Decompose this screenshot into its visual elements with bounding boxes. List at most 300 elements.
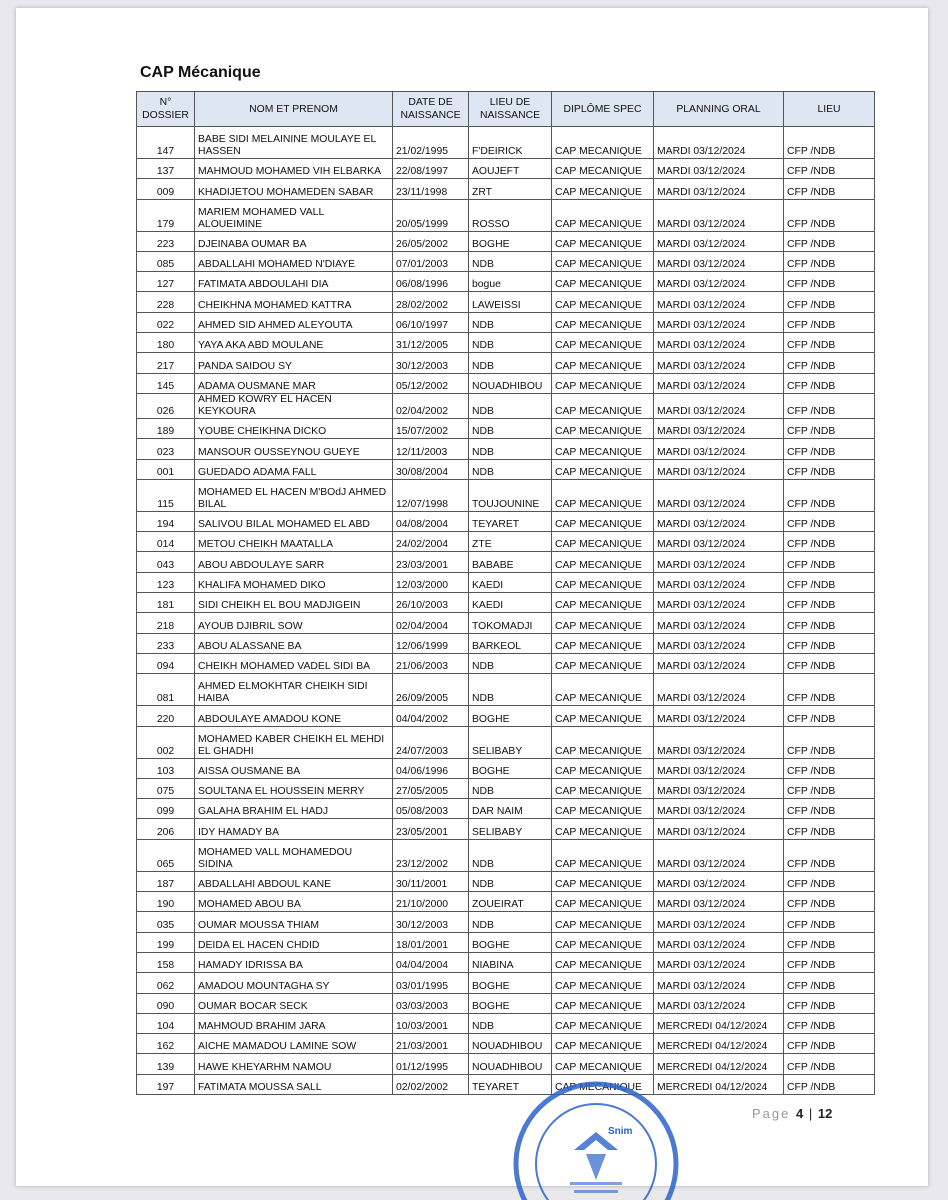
cell-diploma: CAP MECANIQUE	[552, 511, 654, 531]
cell-location: CFP /NDB	[784, 511, 875, 531]
cell-full-name: HAMADY IDRISSA BA	[195, 952, 393, 972]
table-row	[137, 127, 875, 159]
cell-diploma: CAP MECANIQUE	[552, 373, 654, 393]
cell-birth-date: 24/02/2004	[393, 532, 469, 552]
cell-dossier-number: 127	[137, 272, 195, 292]
cell-dossier-number: 103	[137, 758, 195, 778]
cell-full-name: MOHAMED EL HACEN M'BOdJ AHMED BILAL	[195, 479, 393, 511]
cell-birth-date: 30/12/2003	[393, 912, 469, 932]
cell-birth-place: NDB	[469, 1013, 552, 1033]
cell-oral-planning: MERCREDI 04/12/2024	[654, 1034, 784, 1054]
cell-dossier-number: 189	[137, 418, 195, 438]
cell-location: CFP /NDB	[784, 418, 875, 438]
cell-oral-planning: MARDI 03/12/2024	[654, 839, 784, 871]
header-oral-planning: PLANNING ORAL	[654, 92, 784, 127]
cell-birth-date: 21/03/2001	[393, 1034, 469, 1054]
cell-diploma: CAP MECANIQUE	[552, 1034, 654, 1054]
cell-birth-place: NDB	[469, 459, 552, 479]
table-row	[137, 1074, 875, 1094]
cell-birth-place: ROSSO	[469, 199, 552, 231]
cell-full-name: SIDI CHEIKH EL BOU MADJIGEIN	[195, 593, 393, 613]
cell-location: CFP /NDB	[784, 199, 875, 231]
cell-oral-planning: MARDI 03/12/2024	[654, 418, 784, 438]
cell-oral-planning: MARDI 03/12/2024	[654, 179, 784, 199]
cell-full-name: AYOUB DJIBRIL SOW	[195, 613, 393, 633]
cell-birth-place: TEYARET	[469, 511, 552, 531]
cell-dossier-number: 218	[137, 613, 195, 633]
cell-oral-planning: MARDI 03/12/2024	[654, 251, 784, 271]
cell-birth-place: NDB	[469, 912, 552, 932]
cell-full-name: IDY HAMADY BA	[195, 819, 393, 839]
cell-diploma: CAP MECANIQUE	[552, 912, 654, 932]
table-row	[137, 459, 875, 479]
cell-diploma: CAP MECANIQUE	[552, 1074, 654, 1094]
cell-diploma: CAP MECANIQUE	[552, 952, 654, 972]
cell-diploma: CAP MECANIQUE	[552, 572, 654, 592]
cell-diploma: CAP MECANIQUE	[552, 393, 654, 418]
cell-full-name: FATIMATA ABDOULAHI DIA	[195, 272, 393, 292]
cell-oral-planning: MARDI 03/12/2024	[654, 393, 784, 418]
cell-location: CFP /NDB	[784, 393, 875, 418]
cell-birth-place: KAEDI	[469, 572, 552, 592]
cell-birth-place: BOGHE	[469, 231, 552, 251]
cell-location: CFP /NDB	[784, 159, 875, 179]
cell-birth-date: 26/09/2005	[393, 674, 469, 706]
cell-full-name: AHMED KOWRY EL HACEN KEYKOURA	[195, 393, 393, 418]
header-full-name: NOM ET PRENOM	[195, 92, 393, 127]
cell-oral-planning: MARDI 03/12/2024	[654, 532, 784, 552]
page-current: 4	[796, 1106, 804, 1121]
cell-location: CFP /NDB	[784, 292, 875, 312]
cell-location: CFP /NDB	[784, 333, 875, 353]
cell-full-name: GALAHA BRAHIM EL HADJ	[195, 799, 393, 819]
cell-full-name: ABDALLAHI ABDOUL KANE	[195, 871, 393, 891]
cell-birth-date: 15/07/2002	[393, 418, 469, 438]
cell-birth-date: 30/08/2004	[393, 459, 469, 479]
cell-birth-date: 21/10/2000	[393, 892, 469, 912]
table-header-row	[137, 92, 875, 127]
page-separator: |	[808, 1106, 813, 1121]
cell-location: CFP /NDB	[784, 799, 875, 819]
document-page	[16, 8, 928, 1186]
cell-birth-place: NDB	[469, 653, 552, 673]
cell-oral-planning: MARDI 03/12/2024	[654, 439, 784, 459]
cell-dossier-number: 002	[137, 726, 195, 758]
cell-dossier-number: 026	[137, 393, 195, 418]
cell-birth-place: NOUADHIBOU	[469, 1054, 552, 1074]
cell-location: CFP /NDB	[784, 952, 875, 972]
cell-diploma: CAP MECANIQUE	[552, 251, 654, 271]
cell-location: CFP /NDB	[784, 1074, 875, 1094]
cell-birth-place: TEYARET	[469, 1074, 552, 1094]
cell-location: CFP /NDB	[784, 1034, 875, 1054]
cell-birth-date: 22/08/1997	[393, 159, 469, 179]
cell-full-name: SOULTANA EL HOUSSEIN MERRY	[195, 778, 393, 798]
cell-full-name: MOHAMED VALL MOHAMEDOU SIDINA	[195, 839, 393, 871]
table-row	[137, 1013, 875, 1033]
cell-oral-planning: MERCREDI 04/12/2024	[654, 1013, 784, 1033]
cell-full-name: PANDA SAIDOU SY	[195, 353, 393, 373]
cell-diploma: CAP MECANIQUE	[552, 127, 654, 159]
cell-full-name: HAWE KHEYARHM NAMOU	[195, 1054, 393, 1074]
table-row	[137, 819, 875, 839]
cell-oral-planning: MARDI 03/12/2024	[654, 312, 784, 332]
cell-diploma: CAP MECANIQUE	[552, 799, 654, 819]
header-diploma: DIPLÔME SPEC	[552, 92, 654, 127]
cell-birth-date: 18/01/2001	[393, 932, 469, 952]
cell-oral-planning: MARDI 03/12/2024	[654, 674, 784, 706]
cell-dossier-number: 099	[137, 799, 195, 819]
cell-dossier-number: 180	[137, 333, 195, 353]
cell-location: CFP /NDB	[784, 593, 875, 613]
cell-diploma: CAP MECANIQUE	[552, 674, 654, 706]
cell-birth-date: 27/05/2005	[393, 778, 469, 798]
cell-dossier-number: 233	[137, 633, 195, 653]
cell-birth-place: BOGHE	[469, 758, 552, 778]
table-row	[137, 1054, 875, 1074]
cell-dossier-number: 139	[137, 1054, 195, 1074]
cell-location: CFP /NDB	[784, 231, 875, 251]
cell-birth-date: 02/04/2004	[393, 613, 469, 633]
cell-birth-place: BOGHE	[469, 993, 552, 1013]
cell-full-name: MAHMOUD MOHAMED VIH ELBARKA	[195, 159, 393, 179]
cell-birth-place: NOUADHIBOU	[469, 373, 552, 393]
cell-dossier-number: 043	[137, 552, 195, 572]
cell-birth-place: TOKOMADJI	[469, 613, 552, 633]
cell-dossier-number: 162	[137, 1034, 195, 1054]
cell-birth-date: 04/08/2004	[393, 511, 469, 531]
table-row	[137, 179, 875, 199]
page-number	[752, 1106, 832, 1121]
cell-full-name: BABE SIDI MELAININE MOULAYE EL HASSEN	[195, 127, 393, 159]
cell-full-name: DJEINABA OUMAR BA	[195, 231, 393, 251]
cell-birth-place: NDB	[469, 333, 552, 353]
cell-oral-planning: MARDI 03/12/2024	[654, 778, 784, 798]
candidates-table	[136, 91, 875, 1095]
cell-diploma: CAP MECANIQUE	[552, 333, 654, 353]
cell-diploma: CAP MECANIQUE	[552, 778, 654, 798]
cell-full-name: CHEIKHNA MOHAMED KATTRA	[195, 292, 393, 312]
cell-oral-planning: MARDI 03/12/2024	[654, 572, 784, 592]
cell-oral-planning: MARDI 03/12/2024	[654, 706, 784, 726]
cell-diploma: CAP MECANIQUE	[552, 892, 654, 912]
cell-location: CFP /NDB	[784, 439, 875, 459]
cell-birth-date: 07/01/2003	[393, 251, 469, 271]
table-row	[137, 511, 875, 531]
table-row	[137, 839, 875, 871]
cell-diploma: CAP MECANIQUE	[552, 552, 654, 572]
cell-oral-planning: MARDI 03/12/2024	[654, 633, 784, 653]
page-label: Page	[752, 1106, 791, 1121]
cell-birth-place: SELIBABY	[469, 819, 552, 839]
cell-full-name: MAHMOUD BRAHIM JARA	[195, 1013, 393, 1033]
cell-birth-place: LAWEISSI	[469, 292, 552, 312]
cell-location: CFP /NDB	[784, 613, 875, 633]
cell-location: CFP /NDB	[784, 459, 875, 479]
header-birth-date: DATE DE NAISSANCE	[393, 92, 469, 127]
cell-location: CFP /NDB	[784, 373, 875, 393]
cell-location: CFP /NDB	[784, 479, 875, 511]
cell-dossier-number: 137	[137, 159, 195, 179]
cell-oral-planning: MARDI 03/12/2024	[654, 819, 784, 839]
cell-oral-planning: MARDI 03/12/2024	[654, 231, 784, 251]
cell-dossier-number: 075	[137, 778, 195, 798]
table-row	[137, 199, 875, 231]
cell-birth-date: 04/06/1996	[393, 758, 469, 778]
cell-dossier-number: 062	[137, 973, 195, 993]
cell-oral-planning: MARDI 03/12/2024	[654, 272, 784, 292]
table-row	[137, 312, 875, 332]
cell-birth-place: NDB	[469, 871, 552, 891]
cell-birth-place: AOUJEFT	[469, 159, 552, 179]
table-row	[137, 532, 875, 552]
cell-birth-place: NDB	[469, 353, 552, 373]
page-total: 12	[817, 1106, 833, 1121]
cell-birth-place: NDB	[469, 439, 552, 459]
cell-birth-date: 26/05/2002	[393, 231, 469, 251]
cell-diploma: CAP MECANIQUE	[552, 479, 654, 511]
cell-birth-date: 20/05/1999	[393, 199, 469, 231]
header-dossier-number: N° DOSSIER	[137, 92, 195, 127]
cell-full-name: ABDALLAHI MOHAMED N'DIAYE	[195, 251, 393, 271]
cell-birth-date: 04/04/2004	[393, 952, 469, 972]
cell-oral-planning: MARDI 03/12/2024	[654, 292, 784, 312]
cell-location: CFP /NDB	[784, 839, 875, 871]
cell-location: CFP /NDB	[784, 973, 875, 993]
cell-oral-planning: MARDI 03/12/2024	[654, 932, 784, 952]
cell-location: CFP /NDB	[784, 272, 875, 292]
cell-birth-date: 21/02/1995	[393, 127, 469, 159]
cell-diploma: CAP MECANIQUE	[552, 459, 654, 479]
cell-diploma: CAP MECANIQUE	[552, 1054, 654, 1074]
table-row	[137, 251, 875, 271]
cell-oral-planning: MARDI 03/12/2024	[654, 333, 784, 353]
cell-diploma: CAP MECANIQUE	[552, 418, 654, 438]
cell-birth-place: DAR NAIM	[469, 799, 552, 819]
cell-birth-date: 06/10/1997	[393, 312, 469, 332]
cell-dossier-number: 081	[137, 674, 195, 706]
table-row	[137, 932, 875, 952]
cell-full-name: AHMED ELMOKHTAR CHEIKH SIDI HAIBA	[195, 674, 393, 706]
cell-full-name: YOUBE CHEIKHNA DICKO	[195, 418, 393, 438]
table-row	[137, 1034, 875, 1054]
cell-dossier-number: 009	[137, 179, 195, 199]
table-row	[137, 552, 875, 572]
cell-birth-place: BOGHE	[469, 706, 552, 726]
cell-dossier-number: 194	[137, 511, 195, 531]
table-row	[137, 418, 875, 438]
table-row	[137, 653, 875, 673]
cell-dossier-number: 094	[137, 653, 195, 673]
cell-birth-place: NDB	[469, 839, 552, 871]
cell-full-name: SALIVOU BILAL MOHAMED EL ABD	[195, 511, 393, 531]
cell-dossier-number: 197	[137, 1074, 195, 1094]
cell-dossier-number: 090	[137, 993, 195, 1013]
cell-full-name: AMADOU MOUNTAGHA SY	[195, 973, 393, 993]
cell-dossier-number: 115	[137, 479, 195, 511]
cell-full-name: KHADIJETOU MOHAMEDEN SABAR	[195, 179, 393, 199]
cell-birth-place: BABABE	[469, 552, 552, 572]
cell-birth-date: 23/12/2002	[393, 839, 469, 871]
table-row	[137, 993, 875, 1013]
cell-birth-date: 06/08/1996	[393, 272, 469, 292]
cell-location: CFP /NDB	[784, 932, 875, 952]
cell-full-name: AHMED SID AHMED ALEYOUTA	[195, 312, 393, 332]
cell-dossier-number: 001	[137, 459, 195, 479]
cell-birth-date: 30/12/2003	[393, 353, 469, 373]
cell-birth-date: 23/03/2001	[393, 552, 469, 572]
cell-location: CFP /NDB	[784, 674, 875, 706]
cell-oral-planning: MARDI 03/12/2024	[654, 758, 784, 778]
cell-diploma: CAP MECANIQUE	[552, 706, 654, 726]
cell-birth-date: 26/10/2003	[393, 593, 469, 613]
table-row	[137, 353, 875, 373]
cell-birth-date: 12/06/1999	[393, 633, 469, 653]
cell-dossier-number: 220	[137, 706, 195, 726]
cell-diploma: CAP MECANIQUE	[552, 839, 654, 871]
cell-dossier-number: 147	[137, 127, 195, 159]
cell-diploma: CAP MECANIQUE	[552, 613, 654, 633]
cell-full-name: AISSA OUSMANE BA	[195, 758, 393, 778]
cell-birth-date: 21/06/2003	[393, 653, 469, 673]
cell-full-name: ABOU ALASSANE BA	[195, 633, 393, 653]
table-row	[137, 758, 875, 778]
cell-oral-planning: MARDI 03/12/2024	[654, 552, 784, 572]
cell-dossier-number: 179	[137, 199, 195, 231]
cell-full-name: GUEDADO ADAMA FALL	[195, 459, 393, 479]
table-row	[137, 706, 875, 726]
cell-full-name: KHALIFA MOHAMED DIKO	[195, 572, 393, 592]
cell-birth-place: NOUADHIBOU	[469, 1034, 552, 1054]
cell-birth-date: 12/11/2003	[393, 439, 469, 459]
cell-full-name: FATIMATA MOUSSA SALL	[195, 1074, 393, 1094]
table-row	[137, 726, 875, 758]
cell-diploma: CAP MECANIQUE	[552, 871, 654, 891]
cell-oral-planning: MERCREDI 04/12/2024	[654, 1054, 784, 1074]
cell-dossier-number: 206	[137, 819, 195, 839]
cell-full-name: MOHAMED ABOU BA	[195, 892, 393, 912]
cell-oral-planning: MARDI 03/12/2024	[654, 871, 784, 891]
cell-oral-planning: MARDI 03/12/2024	[654, 373, 784, 393]
table-row	[137, 159, 875, 179]
cell-birth-date: 05/12/2002	[393, 373, 469, 393]
cell-diploma: CAP MECANIQUE	[552, 439, 654, 459]
table-row	[137, 973, 875, 993]
cell-diploma: CAP MECANIQUE	[552, 993, 654, 1013]
table-row	[137, 952, 875, 972]
cell-diploma: CAP MECANIQUE	[552, 593, 654, 613]
table-row	[137, 892, 875, 912]
cell-diploma: CAP MECANIQUE	[552, 1013, 654, 1033]
cell-oral-planning: MARDI 03/12/2024	[654, 511, 784, 531]
cell-diploma: CAP MECANIQUE	[552, 633, 654, 653]
cell-birth-date: 30/11/2001	[393, 871, 469, 891]
cell-birth-date: 02/04/2002	[393, 393, 469, 418]
cell-oral-planning: MARDI 03/12/2024	[654, 952, 784, 972]
cell-full-name: OUMAR MOUSSA THIAM	[195, 912, 393, 932]
cell-location: CFP /NDB	[784, 179, 875, 199]
cell-location: CFP /NDB	[784, 1013, 875, 1033]
cell-birth-date: 28/02/2002	[393, 292, 469, 312]
cell-birth-place: BOGHE	[469, 973, 552, 993]
cell-oral-planning: MARDI 03/12/2024	[654, 199, 784, 231]
cell-oral-planning: MARDI 03/12/2024	[654, 653, 784, 673]
table-row	[137, 633, 875, 653]
cell-oral-planning: MARDI 03/12/2024	[654, 127, 784, 159]
cell-location: CFP /NDB	[784, 532, 875, 552]
cell-birth-place: F'DEIRICK	[469, 127, 552, 159]
cell-birth-place: NDB	[469, 778, 552, 798]
cell-diploma: CAP MECANIQUE	[552, 272, 654, 292]
cell-diploma: CAP MECANIQUE	[552, 159, 654, 179]
table-row	[137, 393, 875, 418]
cell-birth-date: 24/07/2003	[393, 726, 469, 758]
cell-birth-date: 23/11/1998	[393, 179, 469, 199]
cell-dossier-number: 228	[137, 292, 195, 312]
cell-birth-date: 05/08/2003	[393, 799, 469, 819]
cell-dossier-number: 217	[137, 353, 195, 373]
cell-full-name: MANSOUR OUSSEYNOU GUEYE	[195, 439, 393, 459]
cell-birth-date: 02/02/2002	[393, 1074, 469, 1094]
cell-oral-planning: MARDI 03/12/2024	[654, 892, 784, 912]
cell-birth-place: BARKEOL	[469, 633, 552, 653]
cell-birth-place: ZOUEIRAT	[469, 892, 552, 912]
table-row	[137, 231, 875, 251]
cell-dossier-number: 158	[137, 952, 195, 972]
cell-oral-planning: MARDI 03/12/2024	[654, 726, 784, 758]
cell-full-name: MARIEM MOHAMED VALL ALOUEIMINE	[195, 199, 393, 231]
cell-location: CFP /NDB	[784, 912, 875, 932]
table-row	[137, 333, 875, 353]
table-row	[137, 479, 875, 511]
table-row	[137, 871, 875, 891]
cell-diploma: CAP MECANIQUE	[552, 758, 654, 778]
cell-oral-planning: MARDI 03/12/2024	[654, 993, 784, 1013]
cell-birth-date: 12/03/2000	[393, 572, 469, 592]
cell-full-name: OUMAR BOCAR SECK	[195, 993, 393, 1013]
cell-birth-date: 10/03/2001	[393, 1013, 469, 1033]
cell-location: CFP /NDB	[784, 706, 875, 726]
cell-full-name: ADAMA OUSMANE MAR	[195, 373, 393, 393]
header-location: LIEU	[784, 92, 875, 127]
cell-dossier-number: 022	[137, 312, 195, 332]
cell-location: CFP /NDB	[784, 726, 875, 758]
cell-location: CFP /NDB	[784, 871, 875, 891]
cell-birth-date: 31/12/2005	[393, 333, 469, 353]
cell-dossier-number: 023	[137, 439, 195, 459]
cell-dossier-number: 190	[137, 892, 195, 912]
cell-birth-date: 01/12/1995	[393, 1054, 469, 1074]
cell-dossier-number: 223	[137, 231, 195, 251]
cell-location: CFP /NDB	[784, 312, 875, 332]
table-row	[137, 778, 875, 798]
cell-oral-planning: MARDI 03/12/2024	[654, 613, 784, 633]
cell-location: CFP /NDB	[784, 552, 875, 572]
cell-birth-date: 04/04/2002	[393, 706, 469, 726]
cell-birth-place: ZTE	[469, 532, 552, 552]
cell-full-name: CHEIKH MOHAMED VADEL SIDI BA	[195, 653, 393, 673]
cell-location: CFP /NDB	[784, 127, 875, 159]
cell-full-name: METOU CHEIKH MAATALLA	[195, 532, 393, 552]
cell-full-name: YAYA AKA ABD MOULANE	[195, 333, 393, 353]
cell-oral-planning: MARDI 03/12/2024	[654, 459, 784, 479]
cell-location: CFP /NDB	[784, 353, 875, 373]
table-row	[137, 674, 875, 706]
cell-oral-planning: MARDI 03/12/2024	[654, 912, 784, 932]
cell-dossier-number: 187	[137, 871, 195, 891]
cell-location: CFP /NDB	[784, 572, 875, 592]
cell-diploma: CAP MECANIQUE	[552, 312, 654, 332]
